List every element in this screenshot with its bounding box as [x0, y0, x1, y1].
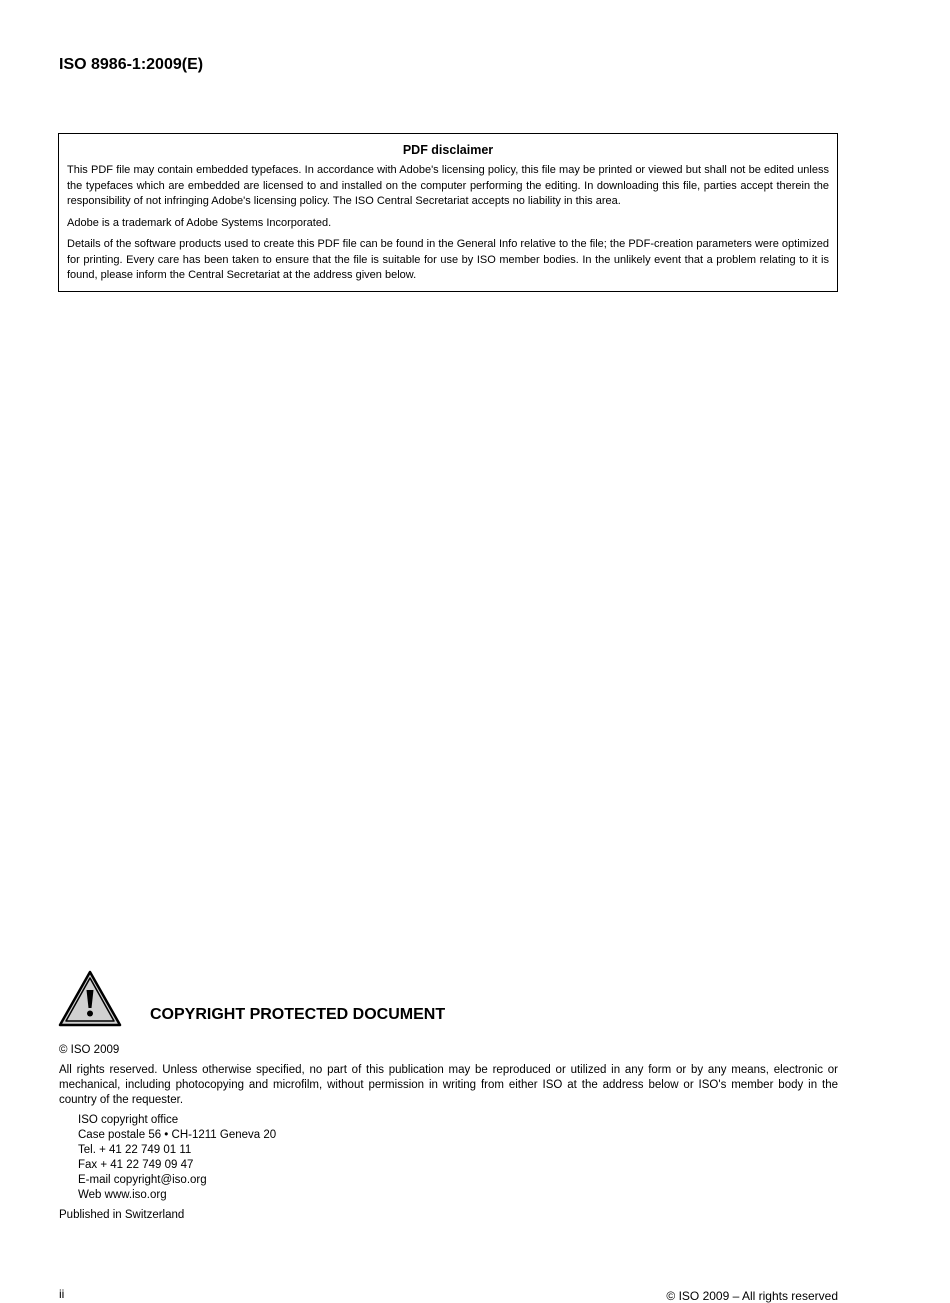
copyright-title: COPYRIGHT PROTECTED DOCUMENT — [150, 1006, 446, 1023]
address-line: Case postale 56 • CH-1211 Geneva 20 — [78, 1129, 277, 1141]
address-line: Web www.iso.org — [78, 1189, 167, 1201]
footer-copyright: © ISO 2009 – All rights reserved — [666, 1289, 838, 1303]
disclaimer-paragraph: Adobe is a trademark of Adobe Systems Incorporated. — [67, 216, 332, 229]
copyright-section — [59, 1043, 838, 1223]
address-line: ISO copyright office — [78, 1114, 179, 1126]
disclaimer-title: PDF disclaimer — [402, 143, 494, 157]
disclaimer-paragraph: This PDF file may contain embedded typefaces. In accordance with Adobe's licensing policy, this file may be printed or viewed but shall not be edited unless the typefaces which are embedded are licensed to and installed on the computer performing the editing. In downloading this file, parties accept therein the responsibility of not infringing Adobe's licensing policy. The ISO Central Secretariat accepts no liability in this area. — [67, 164, 829, 207]
warning-icon — [58, 970, 122, 1028]
published-location: Published in Switzerland — [59, 1209, 185, 1221]
address-line: Tel. + 41 22 749 01 11 — [78, 1144, 192, 1156]
copyright-line: © ISO 2009 — [59, 1044, 120, 1056]
disclaimer-paragraph: Details of the software products used to create this PDF file can be found in the General Info relative to the file; the PDF-creation parameters were optimized for printing. Every care has been taken to ensure that the file is suitable for use by ISO member bodies. In the unlikely event that a problem relating to it is found, please inform the Central Secretariat at the address given below. — [67, 238, 829, 281]
address-block — [78, 1113, 838, 1203]
pdf-disclaimer-box — [58, 133, 838, 292]
address-line: Fax + 41 22 749 09 47 — [78, 1159, 194, 1171]
rights-statement: All rights reserved. Unless otherwise specified, no part of this publication may be reproduced or utilized in any form or by any means, electronic or mechanical, including photocopying and microfilm, without permission in writing from either ISO at the address below or ISO's member body in the country of the requester. — [59, 1064, 838, 1106]
document-id: ISO 8986-1:2009(E) — [59, 56, 204, 73]
address-line: E-mail copyright@iso.org — [78, 1174, 207, 1186]
page-number: ii — [59, 1287, 65, 1301]
